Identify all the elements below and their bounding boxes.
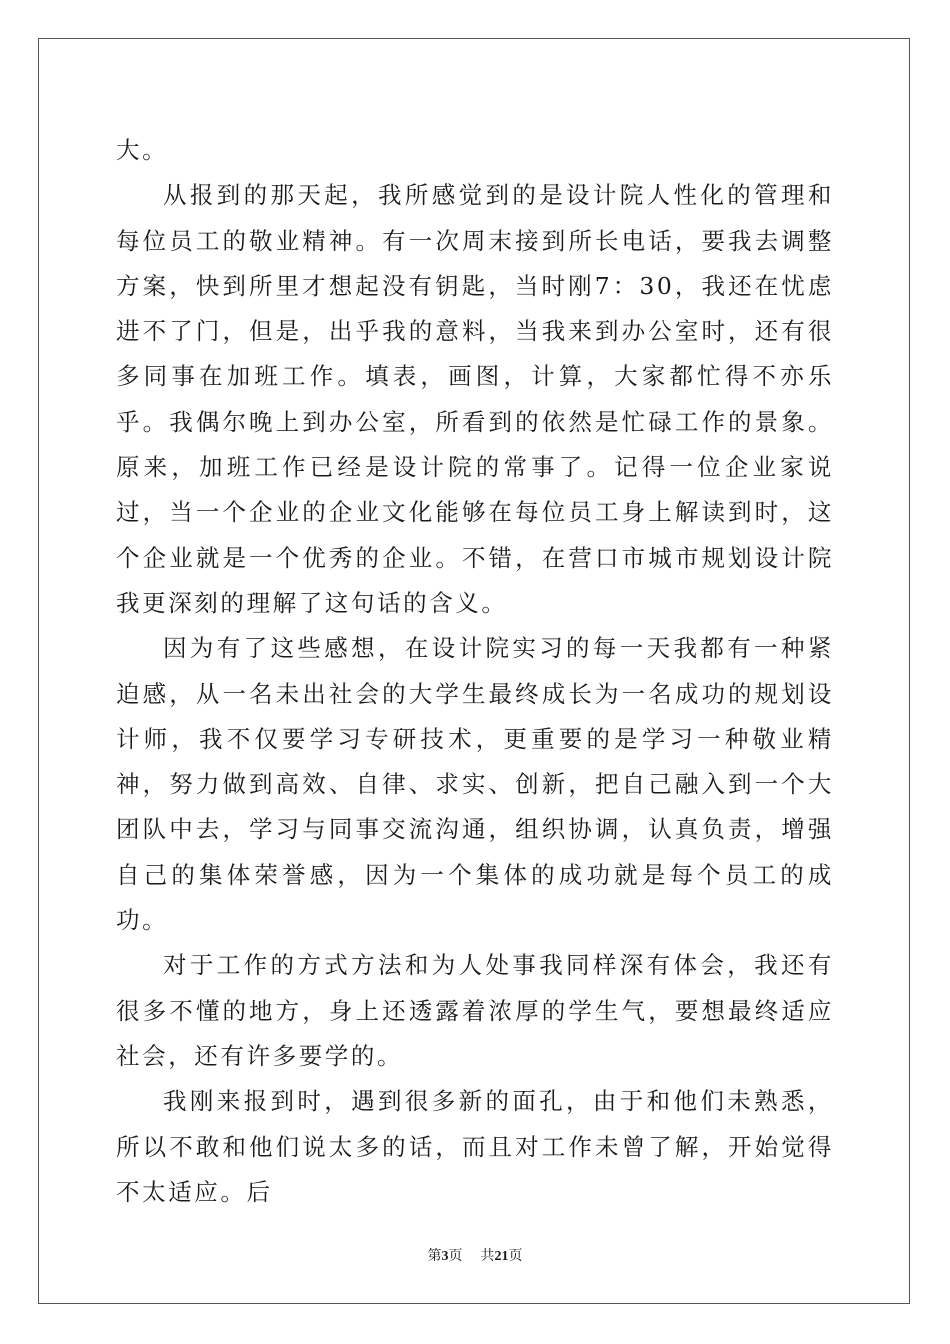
total-prefix: 共: [480, 1248, 495, 1264]
page-unit: 页: [448, 1248, 463, 1264]
current-page-number: 3: [441, 1249, 449, 1264]
paragraph-1: 大。: [116, 136, 169, 164]
paragraph-2: 从报到的那天起，我所感觉到的是设计院人性化的管理和每位员工的敬业精神。有一次周末接到所长电话，要我去调整方案，快到所里才想起没有钥匙，当时刚7：30，我还在忧虑进不了门，但是，出乎我的意料，当我来到办公室时，还有很多同事在加班工作。填表，画图，计算，大家都忙得不亦乐乎。我偶尔晚上到办公室，所看到的依然是忙碌工作的景象。原来，加班工作已经是设计院的常事了。记得一位企业家说过，当一个企业的企业文化能够在每位员工身上解读到时，这个企业就是一个优秀的企业。不错，在营口市城市规划设计院我更深刻的理解了这句话的含义。: [116, 181, 834, 617]
paragraph-3: 因为有了这些感想，在设计院实习的每一天我都有一种紧迫感，从一名未出社会的大学生最终成长为一名成功的规划设计师，我不仅要学习专研技术，更重要的是学习一种敬业精神，努力做到高效、自律、求实、创新，把自己融入到一个大团队中去，学习与同事交流沟通，组织协调，认真负责，增强自己的集体荣誉感，因为一个集体的成功就是每个员工的成功。: [116, 634, 834, 935]
document-body: [116, 128, 834, 1215]
page-footer: [0, 1246, 950, 1267]
paragraph-4: 对于工作的方式方法和为人处事我同样深有体会，我还有很多不懂的地方，身上还透露着浓厚的学生气，要想最终适应社会，还有许多要学的。: [116, 951, 834, 1070]
total-page-number: 21: [494, 1249, 509, 1264]
page-prefix: 第: [427, 1248, 442, 1264]
total-unit: 页: [508, 1248, 523, 1264]
paragraph-5: 我刚来报到时，遇到很多新的面孔，由于和他们未熟悉，所以不敢和他们说太多的话，而且对工作未曾了解，开始觉得不太适应。后: [116, 1087, 834, 1206]
